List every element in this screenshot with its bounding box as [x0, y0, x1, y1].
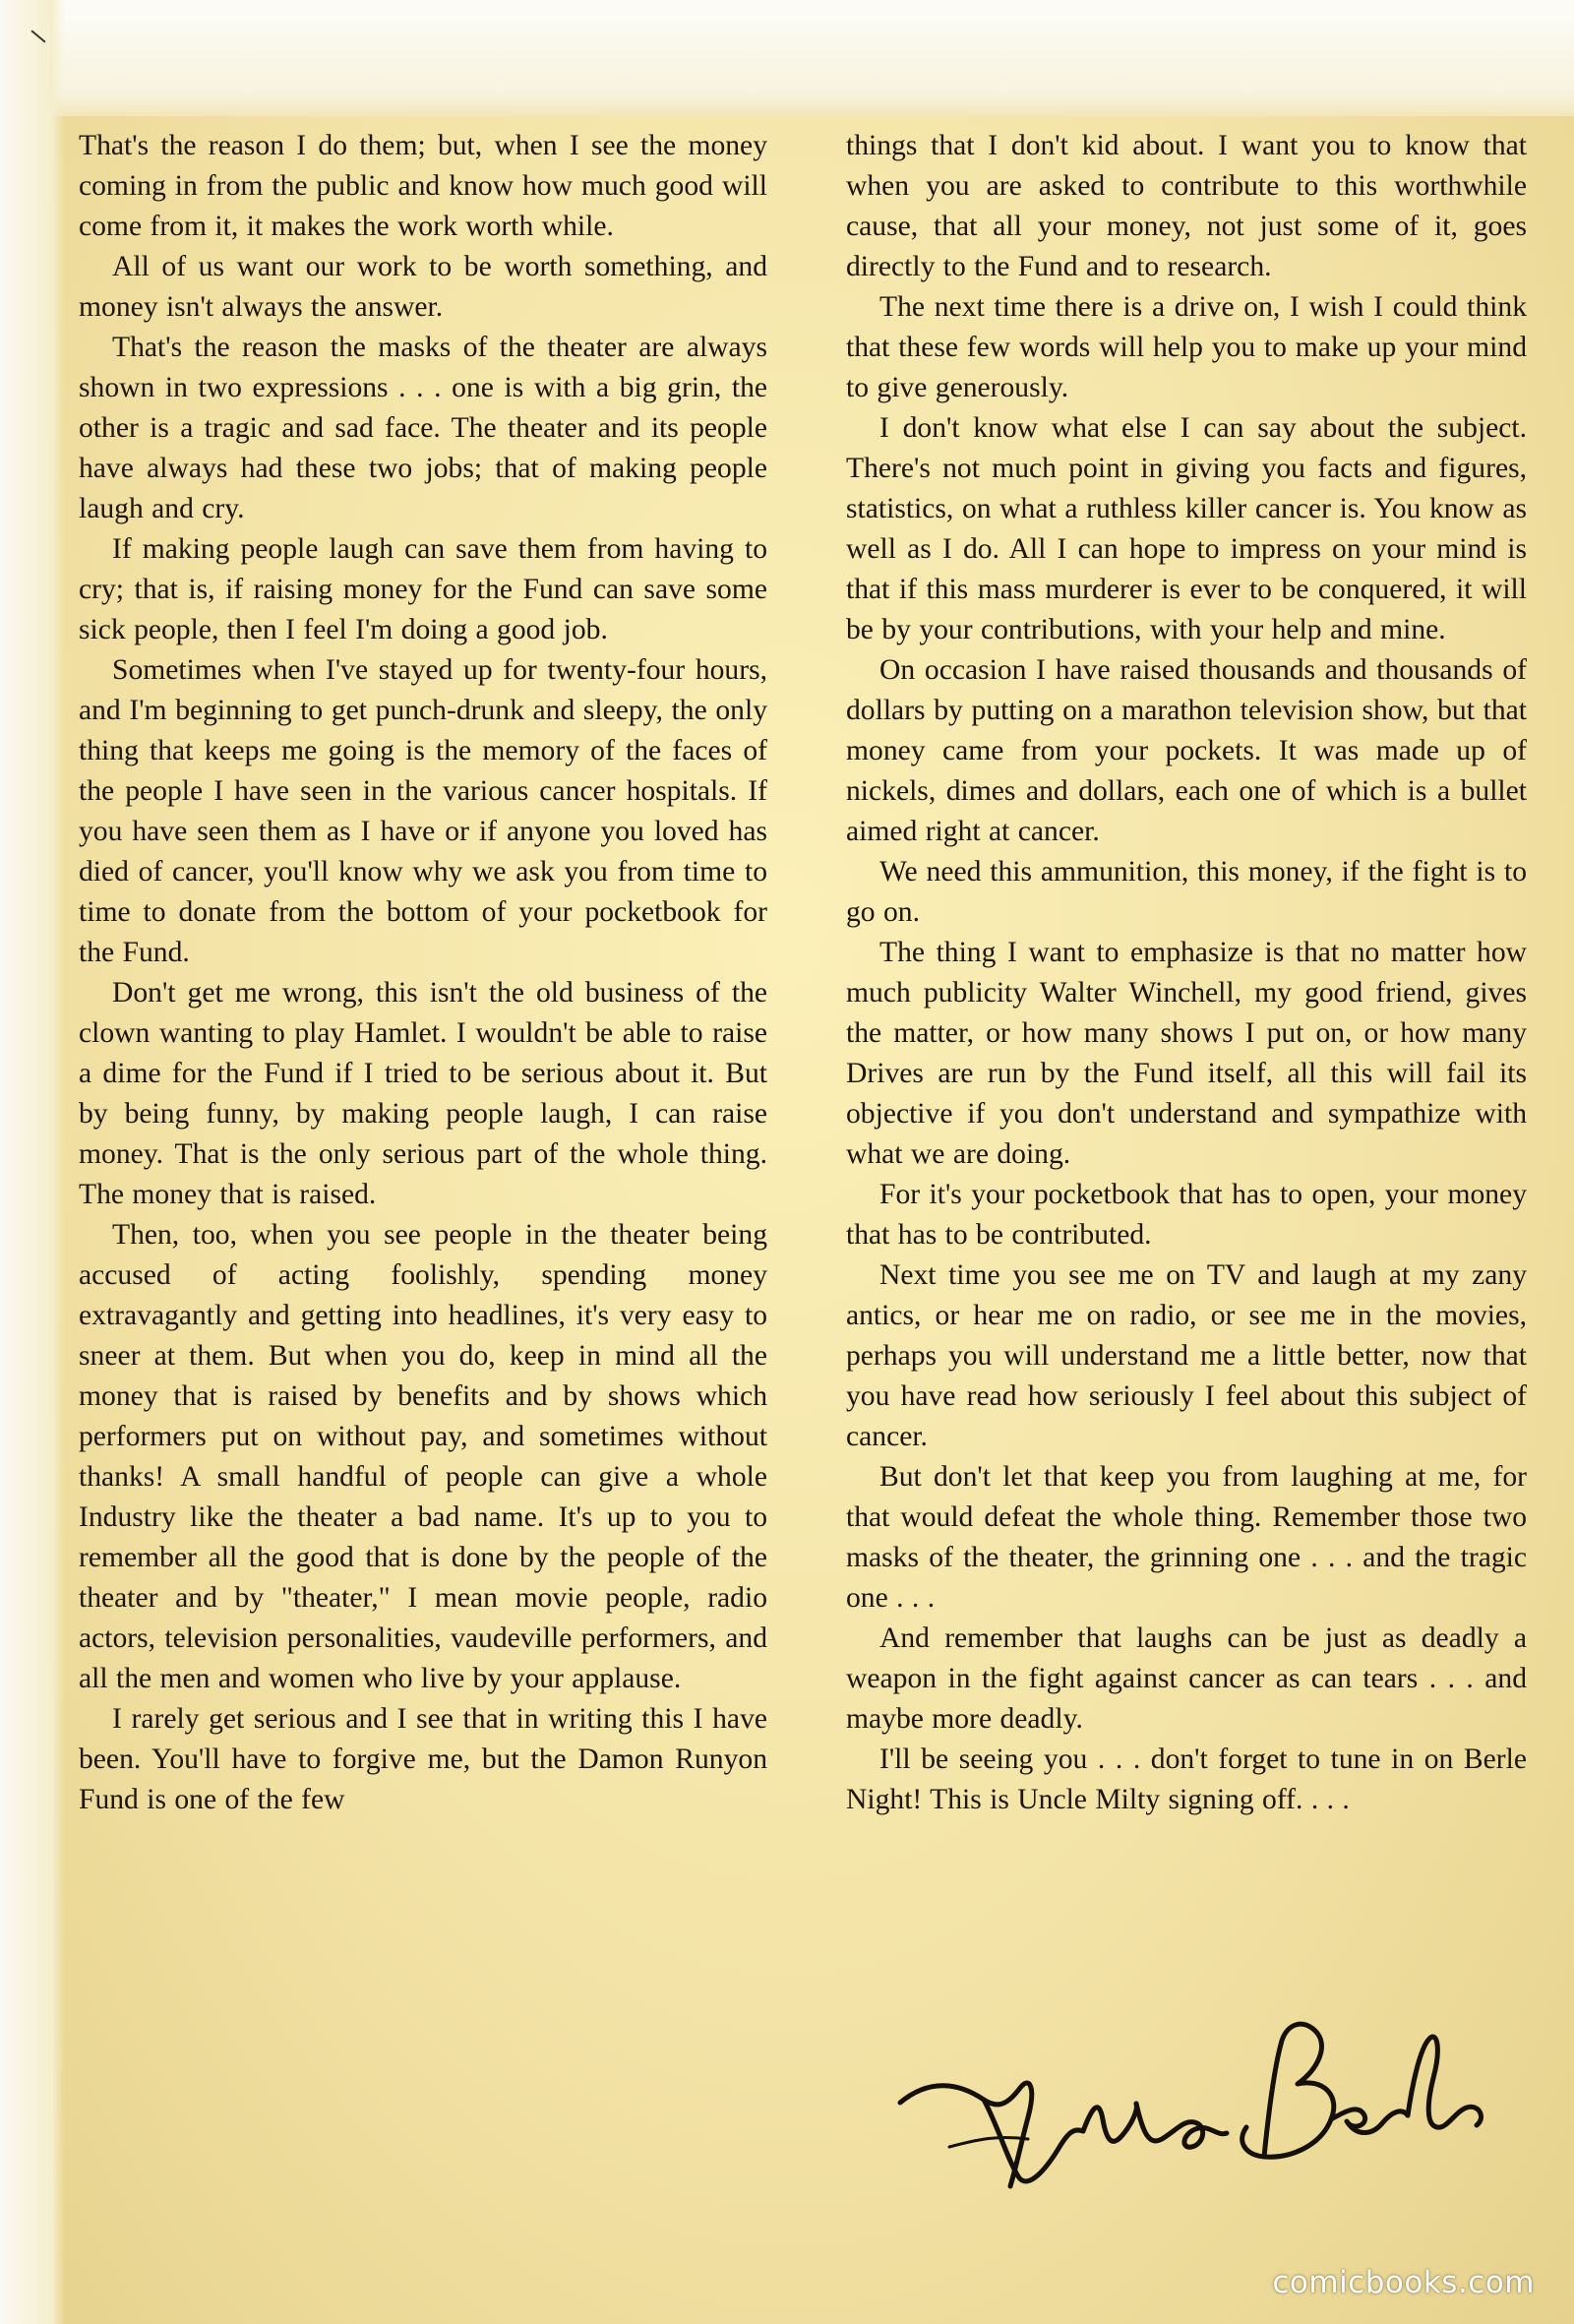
paragraph: And remember that laughs can be just as deadly a weapon in the fight against cancer as can tears . . . and maybe more deadly. — [846, 1622, 1527, 1735]
paragraph: I don't know what else I can say about the subject. There's not much point in giving you facts and figures, statistics, on what a ruthless killer cancer is. You know as well as I do. All I can hope to impress on your mind is that if this mass murderer is ever to be conquered, it will be by your contributions, with your help and mine. — [846, 412, 1527, 645]
paragraph: The thing I want to emphasize is that no matter how much publicity Walter Winchell, my good friend, gives the matter, or how many shows I put on, or how many Drives are run by the Fund itself, all this will fail its objective if you don't understand and sympathize with what we are doing. — [846, 937, 1527, 1170]
paragraph: Next time you see me on TV and laugh at my zany antics, or hear me on radio, or see me in the movies, perhaps you will understand me a little better, now that you have read how seriously I feel about this subject of cancer. — [846, 1259, 1527, 1452]
paragraph: things that I don't kid about. I want you to know that when you are asked to contribute to this worthwhile cause, that all your money, not just some of it, goes directly to the Fund and to research. — [846, 130, 1527, 282]
paragraph: The next time there is a drive on, I wish I could think that these few words will help you to make up your mind to give generously. — [846, 291, 1527, 403]
right-text-column — [846, 126, 1527, 1820]
site-watermark: comicbooks.com — [1272, 2265, 1535, 2300]
paragraph: I rarely get serious and I see that in writing this I have been. You'll have to forgive me, but the Damon Runyon Fund is one of the few — [79, 1703, 767, 1815]
paragraph: On occasion I have raised thousands and thousands of dollars by putting on a marathon television show, but that money came from your pockets. It was made up of nickels, dimes and dollars, each one of which is a bullet aimed right at cancer. — [846, 654, 1527, 847]
left-text-column — [79, 126, 767, 1820]
paragraph: All of us want our work to be worth something, and money isn't always the answer. — [79, 251, 767, 323]
paragraph: Then, too, when you see people in the theater being accused of acting foolishly, spending money extravagantly and getting into headlines, it's very easy to sneer at them. But when you do, keep in mind all the money that is raised by benefits and by shows which performers put on without pay, and sometimes without thanks! A small handful of people can give a whole Industry like the theater a bad name. It's up to you to remember all the good that is done by the people of the theater and by "theater," I mean movie people, radio actors, television personalities, vaudeville performers, and all the men and women who live by your applause. — [79, 1219, 767, 1694]
paragraph: For it's your pocketbook that has to open, your money that has to be contributed. — [846, 1179, 1527, 1251]
paragraph: I'll be seeing you . . . don't forget to tune in on Berle Night! This is Uncle Milty signing off. . . . — [846, 1743, 1527, 1815]
left-margin — [0, 0, 65, 2324]
paragraph: But don't let that keep you from laughing at me, for that would defeat the whole thing. Remember those two masks of the theater, the grinning one . . . and the tragic one . . . — [846, 1461, 1527, 1614]
paragraph: If making people laugh can save them from having to cry; that is, if raising money for the Fund can save some sick people, then I feel I'm doing a good job. — [79, 533, 767, 645]
paragraph: That's the reason the masks of the theater are always shown in two expressions . . . one is with a big grin, the other is a tragic and sad face. The theater and its people have always had these two jobs; that of making people laugh and cry. — [79, 332, 767, 524]
top-margin — [0, 0, 1574, 116]
paragraph: Sometimes when I've stayed up for twenty-four hours, and I'm beginning to get punch-drunk and sleepy, the only thing that keeps me going is the memory of the faces of the people I have seen in the various cancer hospitals. If you have seen them as I have or if anyone you loved has died of cancer, you'll know why we ask you from time to time to donate from the bottom of your pocketbook for the Fund. — [79, 654, 767, 968]
handwritten-signature — [890, 2009, 1500, 2206]
paragraph: That's the reason I do them; but, when I see the money coming in from the public and know how much good will come from it, it makes the work worth while. — [79, 130, 767, 242]
paragraph: We need this ammunition, this money, if the fight is to go on. — [846, 856, 1527, 928]
paragraph: Don't get me wrong, this isn't the old business of the clown wanting to play Hamlet. I wouldn't be able to raise a dime for the Fund if I tried to be serious about it. But by being funny, by making people laugh, I can raise money. That is the only serious part of the whole thing. The money that is raised. — [79, 977, 767, 1210]
